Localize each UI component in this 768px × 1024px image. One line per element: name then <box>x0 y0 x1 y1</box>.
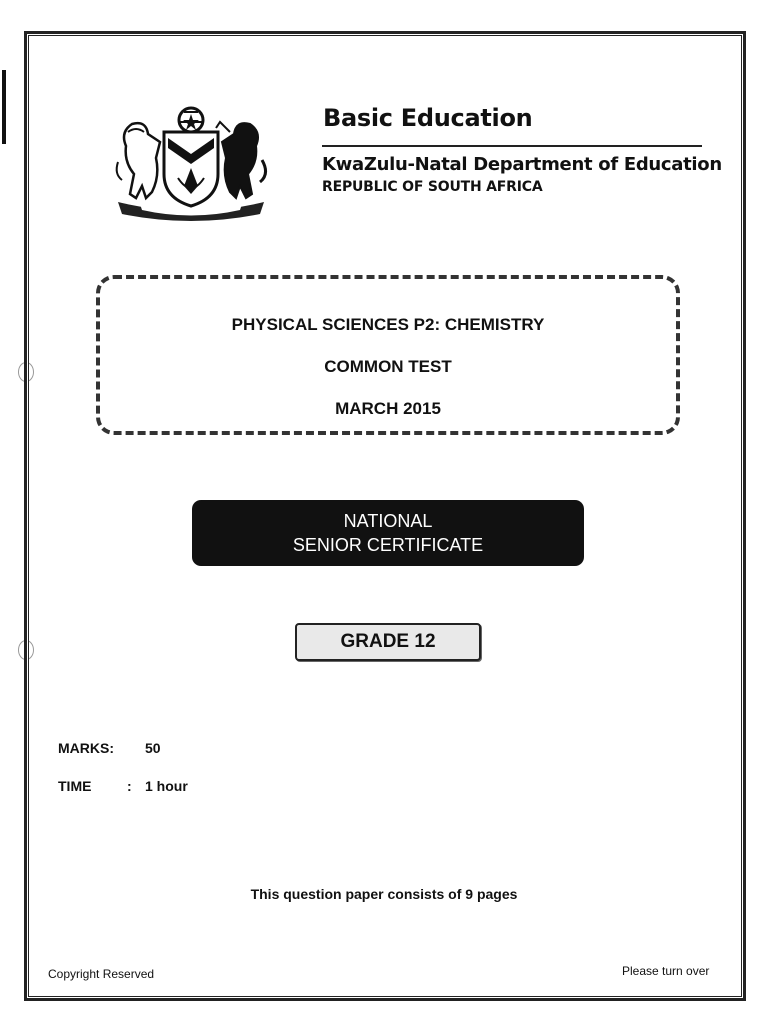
certificate-line-2: SENIOR CERTIFICATE <box>292 535 484 555</box>
exam-title-box <box>96 275 680 435</box>
subject-title: PHYSICAL SCIENCES P2: CHEMISTRY <box>231 315 545 334</box>
time-value: 1 hour <box>145 778 188 794</box>
country-name: REPUBLIC OF SOUTH AFRICA <box>322 179 543 195</box>
scan-edge-mark <box>2 70 6 144</box>
turn-over-footer: Please turn over <box>622 964 710 978</box>
page-count-note: This question paper consists of 9 pages <box>250 886 518 902</box>
marks-value: 50 <box>145 740 161 756</box>
time-separator: : <box>127 778 132 794</box>
exam-date: MARCH 2015 <box>335 399 441 418</box>
certificate-banner <box>192 500 584 566</box>
grade-badge: GRADE 12 <box>295 623 481 661</box>
certificate-line-1: NATIONAL <box>343 511 433 531</box>
copyright-footer: Copyright Reserved <box>48 967 155 981</box>
test-type: COMMON TEST <box>324 357 452 376</box>
time-label: TIME <box>58 778 92 794</box>
org-title: Basic Education <box>323 104 533 132</box>
department-name: KwaZulu-Natal Department of Education <box>322 154 722 175</box>
marks-label: MARKS: <box>58 740 114 756</box>
coat-of-arms-icon <box>112 102 270 224</box>
header-divider <box>322 145 702 147</box>
